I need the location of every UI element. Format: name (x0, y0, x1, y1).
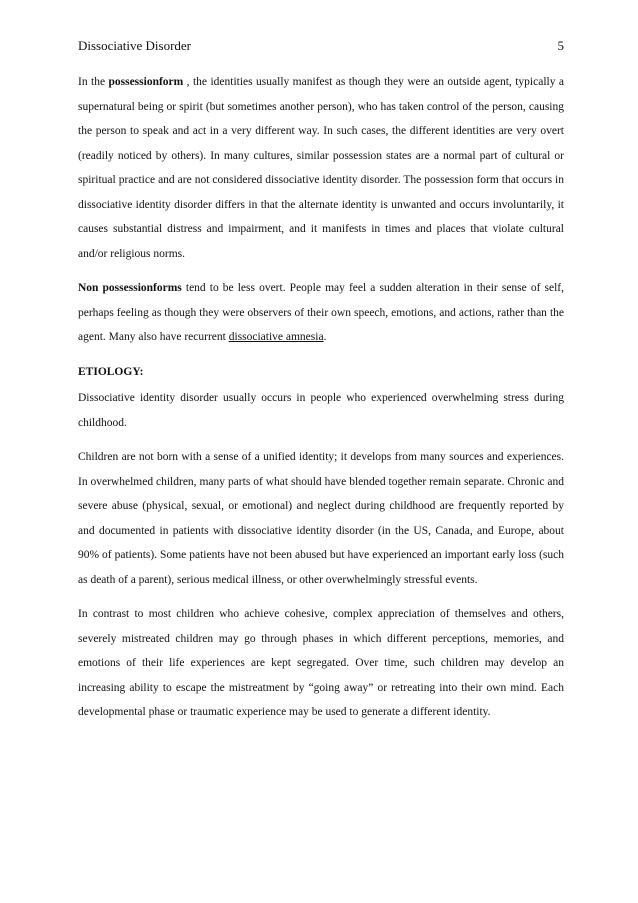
bold-term-possession-form: possessionform (108, 76, 184, 88)
bold-term-non-possession-forms: Non possessionforms (78, 282, 182, 294)
paragraph-etiology-intro: Dissociative identity disorder usually occurs in people who experienced overwhelming stress during childhood. (78, 392, 564, 429)
paragraph-text: tend to be less overt. People may feel a sudden alteration in their sense of self, perhaps feeling as though they were observers of their own speech, emotions, and actions, rather than the agent. Many also have recurrent (78, 282, 565, 343)
header-title: Dissociative Disorder (78, 38, 192, 53)
paragraph-end-text: . (323, 331, 327, 343)
paragraph-possession-form (78, 70, 564, 266)
etiology-heading-text: ETIOLOGY: (78, 365, 144, 378)
page-number: 5 (557, 38, 564, 53)
running-header (78, 36, 564, 56)
dissociative-amnesia-link[interactable]: dissociative amnesia (228, 331, 324, 343)
paragraph-mistreated-children: In contrast to most children who achieve cohesive, complex appreciation of themselves and others, severely mistreated children may go through phases in which different perceptions, memories, and emotions of their life experiences are kept segregated. Over time, such children may develop an increasing ability to escape the mistreatment by “going away” or retreating into their own mind. Each developmental phase or traumatic experience may be used to generate a different identity. (78, 608, 564, 718)
section-heading-etiology (78, 360, 564, 385)
paragraph-text: , the identities usually manifest as though they were an outside agent, typically a supernatural being or spirit (but sometimes another person), who has taken control of the person, causing the person to speak and act in a very different way. In such cases, the different identities are very overt (readily noticed by others). In many cultures, similar possession states are a normal part of cultural or spiritual practice and are not considered dissociative identity disorder. The possession form that occurs in dissociative identity disorder differs in that the alternate identity is unwanted and occurs involuntarily, it causes substantial distress and impairment, and it manifests in times and places that violate cultural and/or religious norms. (78, 76, 564, 260)
paragraph-children-identity: Children are not born with a sense of a unified identity; it develops from many sources and experiences. In overwhelmed children, many parts of what should have blended together remain separate. Chronic and severe abuse (physical, sexual, or emotional) and neglect during childhood are frequently reported by and documented in patients with dissociative identity disorder (in the US, Canada, and Europe, about 90% of patients). Some patients have not been abused but have experienced an important early loss (such as death of a parent), serious medical illness, or other overwhelmingly stressful events. (78, 451, 564, 586)
document-body (78, 70, 564, 735)
paragraph-lead-text: In the (78, 76, 109, 88)
paragraph-non-possession-forms (78, 276, 564, 350)
